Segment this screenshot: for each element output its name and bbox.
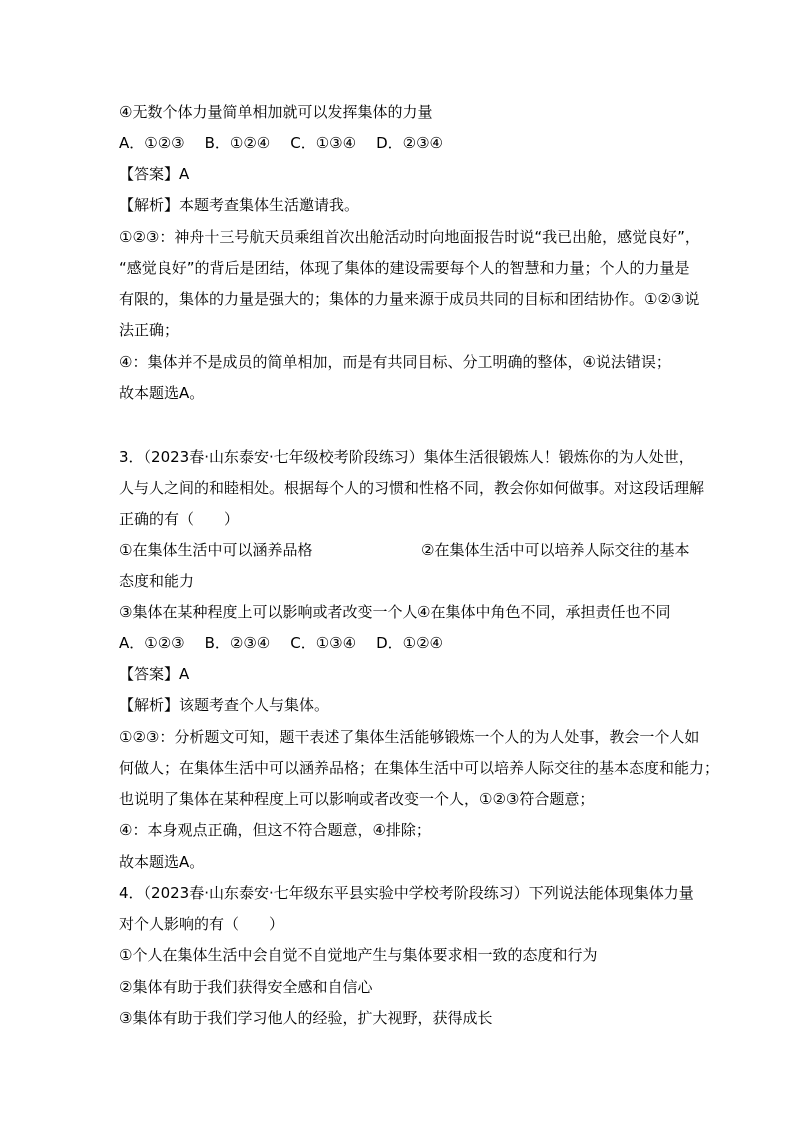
q3-option-c: C．①③④ <box>290 634 357 652</box>
q4-statement: ②集体有助于我们获得安全感和自信心 <box>119 978 373 996</box>
q3-analysis-line: 何做人；在集体生活中可以涵养品格；在集体生活中可以培养人际交往的基本态度和能力； <box>119 759 720 777</box>
q2-analysis-head: 【解析】本题考查集体生活邀请我。 <box>119 196 360 214</box>
q3-stem-line: 正确的有（ ） <box>119 510 240 528</box>
q2-analysis-line: “感觉良好”的背后是团结，体现了集体的建设需要每个人的智慧和力量；个人的力量是 <box>119 259 690 277</box>
q3-analysis-line: ①②③：分析题文可知，题干表述了集体生活能够锻炼一个人的为人处事，教会一个人如 <box>119 728 700 746</box>
q2-option-c: C．①③④ <box>290 134 357 152</box>
q2-option-b: B．①②④ <box>204 134 271 152</box>
q2-analysis-line: 法正确； <box>119 321 180 339</box>
q3-statement-2: ②在集体生活中可以培养人际交往的基本 <box>421 541 690 559</box>
q2-analysis-line: 有限的，集体的力量是强大的；集体的力量来源于成员共同的目标和团结协作。①②③说 <box>119 290 700 308</box>
q3-statement-1: ①在集体生活中可以涵养品格 <box>119 541 313 559</box>
q3-analysis-line: ④：本身观点正确，但这不符合题意，④排除； <box>119 821 431 839</box>
q2-option-a: A．①②③ <box>119 134 185 152</box>
q3-stem-line: 3．（2023春·山东泰安·七年级校考阶段练习）集体生活很锻炼人！锻炼你的为人处世， <box>119 448 694 466</box>
q3-analysis-line: 故本题选A。 <box>119 853 205 871</box>
q3-options <box>119 633 463 653</box>
q4-statement: ①个人在集体生活中会自觉不自觉地产生与集体要求相一致的态度和行为 <box>119 946 598 964</box>
q2-statement-4: ④无数个体力量简单相加就可以发挥集体的力量 <box>119 103 433 121</box>
q2-analysis-line: 故本题选A。 <box>119 384 205 402</box>
q2-option-d: D．②③④ <box>376 134 443 152</box>
q3-option-b: B．②③④ <box>204 634 271 652</box>
q3-stem-line: 人与人之间的和睦相处。根据每个人的习惯和性格不同，教会你如何做事。对这段话理解 <box>119 479 705 497</box>
q3-analysis-head: 【解析】该题考查个人与集体。 <box>119 696 330 714</box>
q2-answer: 【答案】A <box>119 165 190 183</box>
q4-statement: ③集体有助于我们学习他人的经验，扩大视野，获得成长 <box>119 1009 493 1027</box>
q4-stem-line: 对个人影响的有（ ） <box>119 915 285 933</box>
q3-analysis-line: 也说明了集体在某种程度上可以影响或者改变一个人，①②③符合题意； <box>119 790 595 808</box>
q3-statement-3: ③集体在某种程度上可以影响或者改变一个人 <box>119 603 418 621</box>
q2-analysis-line: ④：集体并不是成员的简单相加，而是有共同目标、分工明确的整体，④说法错误； <box>119 353 671 371</box>
q2-options <box>119 133 463 153</box>
q3-answer: 【答案】A <box>119 665 190 683</box>
q4-stem-line: 4．（2023春·山东泰安·七年级东平县实验中学校考阶段练习）下列说法能体现集体力量 <box>119 884 694 902</box>
q3-statement-4: ④在集体中角色不同，承担责任也不同 <box>417 603 671 621</box>
q3-option-d: D．①②④ <box>376 634 443 652</box>
q3-statement-row-1 <box>119 540 312 560</box>
q3-statement-2-cont: 态度和能力 <box>119 572 195 590</box>
q3-option-a: A．①②③ <box>119 634 185 652</box>
q2-analysis-line: ①②③：神舟十三号航天员乘组首次出舱活动时向地面报告时说“我已出舱，感觉良好”， <box>119 228 700 246</box>
